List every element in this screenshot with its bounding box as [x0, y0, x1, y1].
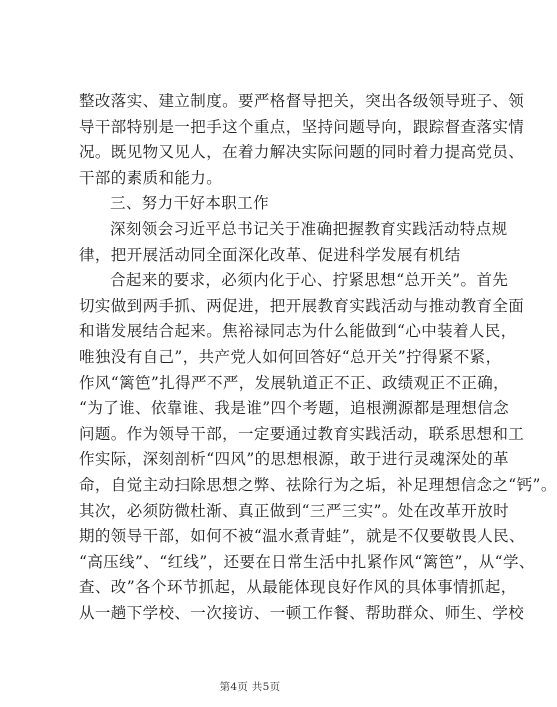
text-line: 和谐发展结合起来。焦裕禄同志为什么能做到“心中装着人民，	[79, 322, 517, 341]
text-line: 干部的素质和能力。	[79, 168, 223, 187]
text-line: 三、努力干好本职工作	[110, 194, 270, 213]
text-line: 期的领导干部，如何不被“温水煮青蛙”，就是不仅要敬畏人民、	[79, 527, 525, 546]
text-line: 况。既见物又见人，在着力解决实际问题的同时着力提高党员、	[79, 143, 525, 162]
text-line: 导干部特别是一把手这个重点，坚持问题导向，跟踪督查落实情	[79, 117, 525, 136]
document-body	[79, 89, 557, 626]
text-line: 作风“篱笆”扎得严不严，发展轨道正不正、政绩观正不正确，	[79, 373, 510, 392]
text-line: 问题。作为领导干部，一定要通过教育实践活动，联系思想和工	[79, 424, 525, 443]
text-line: 深刻领会习近平总书记关于准确把握教育实践活动特点规	[110, 219, 508, 238]
text-line: “高压线”、“红线”，还要在日常生活中扎紧作风“篱笆”，从“学、	[79, 552, 535, 571]
page-footer: 第4页 共5页	[219, 681, 281, 693]
text-line: 切实做到两手抓、两促进，把开展教育实践活动与推动教育全面	[79, 296, 525, 315]
text-line: “为了谁、依靠谁、我是谁”四个考题，追根溯源都是理想信念	[79, 399, 510, 418]
text-line: 命，自觉主动扫除思想之弊、祛除行为之垢，补足理想信念之“钙”。	[79, 475, 557, 494]
text-line: 整改落实、建立制度。要严格督导把关，突出各级领导班子、领	[79, 92, 525, 110]
text-line: 作实际，深刻剖析“四风”的思想根源，敢于进行灵魂深处的革	[79, 450, 510, 469]
text-line: 查、改”各个环节抓起，从最能体现良好作风的具体事情抓起，	[79, 578, 517, 597]
text-line: 从一趟下学校、一次接访、一顿工作餐、帮助群众、师生、学校	[79, 603, 525, 622]
text-line: 其次，必须防微杜渐、真正做到“三严三实”。处在改革开放时	[79, 501, 510, 520]
text-line: 合起来的要求，必须内化于心、拧紧思想“总开关”。首先	[110, 271, 509, 290]
text-line: 律，把开展活动同全面深化改革、促进科学发展有机结	[79, 245, 461, 264]
text-line: 唯独没有自己”，共产党人如何回答好“总开关”拧得紧不紧，	[79, 347, 502, 366]
